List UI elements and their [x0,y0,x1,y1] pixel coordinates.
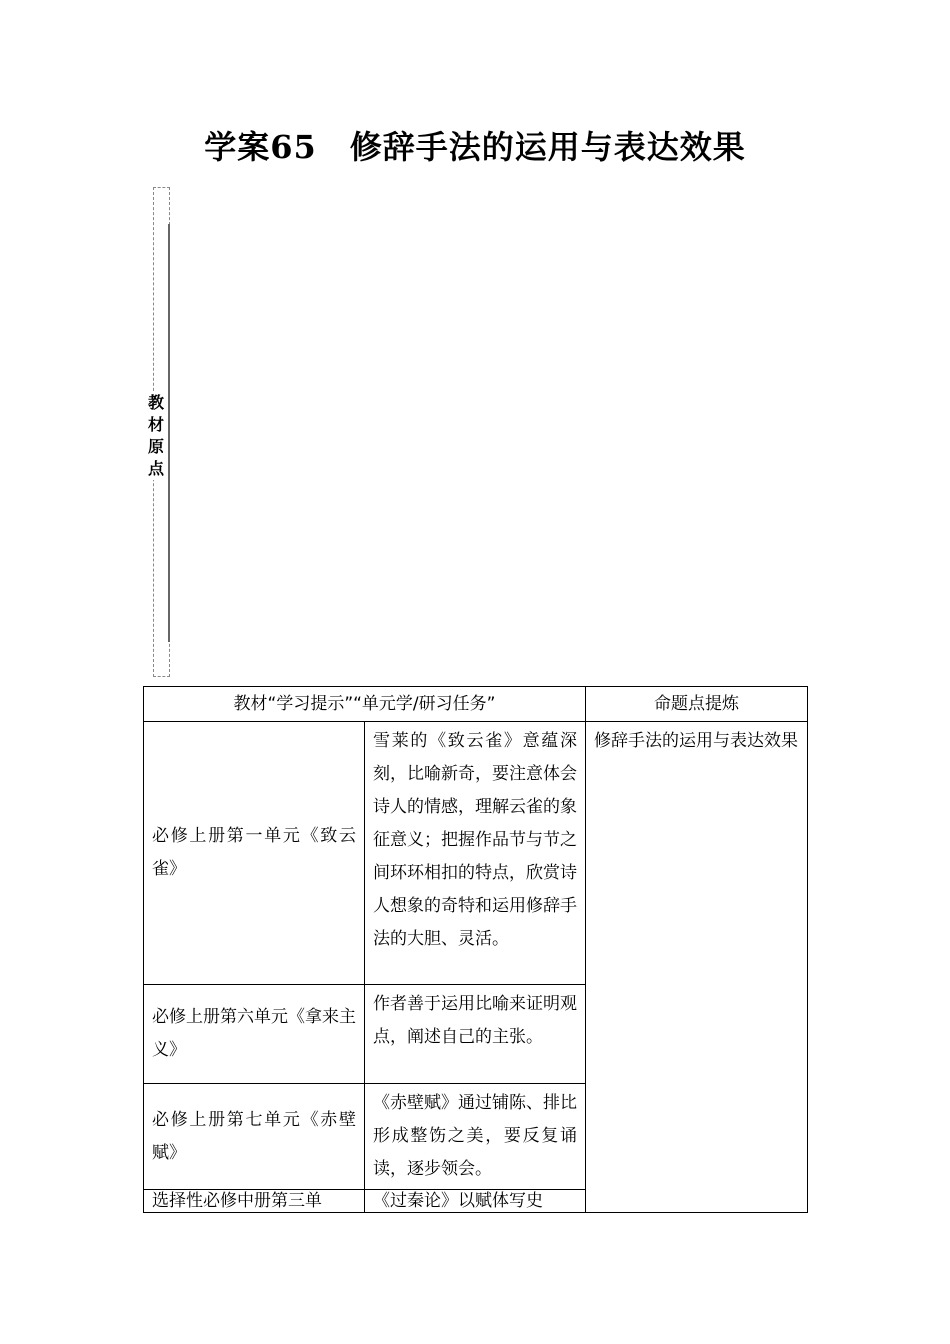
table-row [144,722,808,985]
tip-cell: 《过秦论》以赋体写史 [365,1190,586,1213]
page-title: 学案65 修辞手法的运用与表达效果 [204,128,746,166]
side-label: 教材原点 [144,392,168,480]
table-header-row [144,687,808,722]
unit-cell: 必修上册第一单元《致云雀》 [144,722,365,985]
unit-cell: 必修上册第七单元《赤壁赋》 [144,1084,365,1190]
header-cell-textbook: 教材“学习提示”“单元学/研习任务” [144,687,586,722]
unit-cell: 必修上册第六单元《拿来主义》 [144,985,365,1084]
side-rule [168,224,170,642]
tip-cell: 雪莱的《致云雀》意蕴深刻，比喻新奇，要注意体会诗人的情感，理解云雀的象征意义；把握作品节与节之间环环相扣的特点，欣赏诗人想象的奇特和运用修辞手法的大胆、灵活。 [365,722,586,985]
header-cell-proposition: 命题点提炼 [586,687,808,722]
tip-cell: 《赤壁赋》通过铺陈、排比形成整饬之美，要反复诵读，逐步领会。 [365,1084,586,1190]
proposition-cell: 修辞手法的运用与表达效果 [586,722,808,1213]
content-table [143,686,808,1213]
tip-cell: 作者善于运用比喻来证明观点，阐述自己的主张。 [365,985,586,1084]
unit-cell: 选择性必修中册第三单 [144,1190,365,1213]
